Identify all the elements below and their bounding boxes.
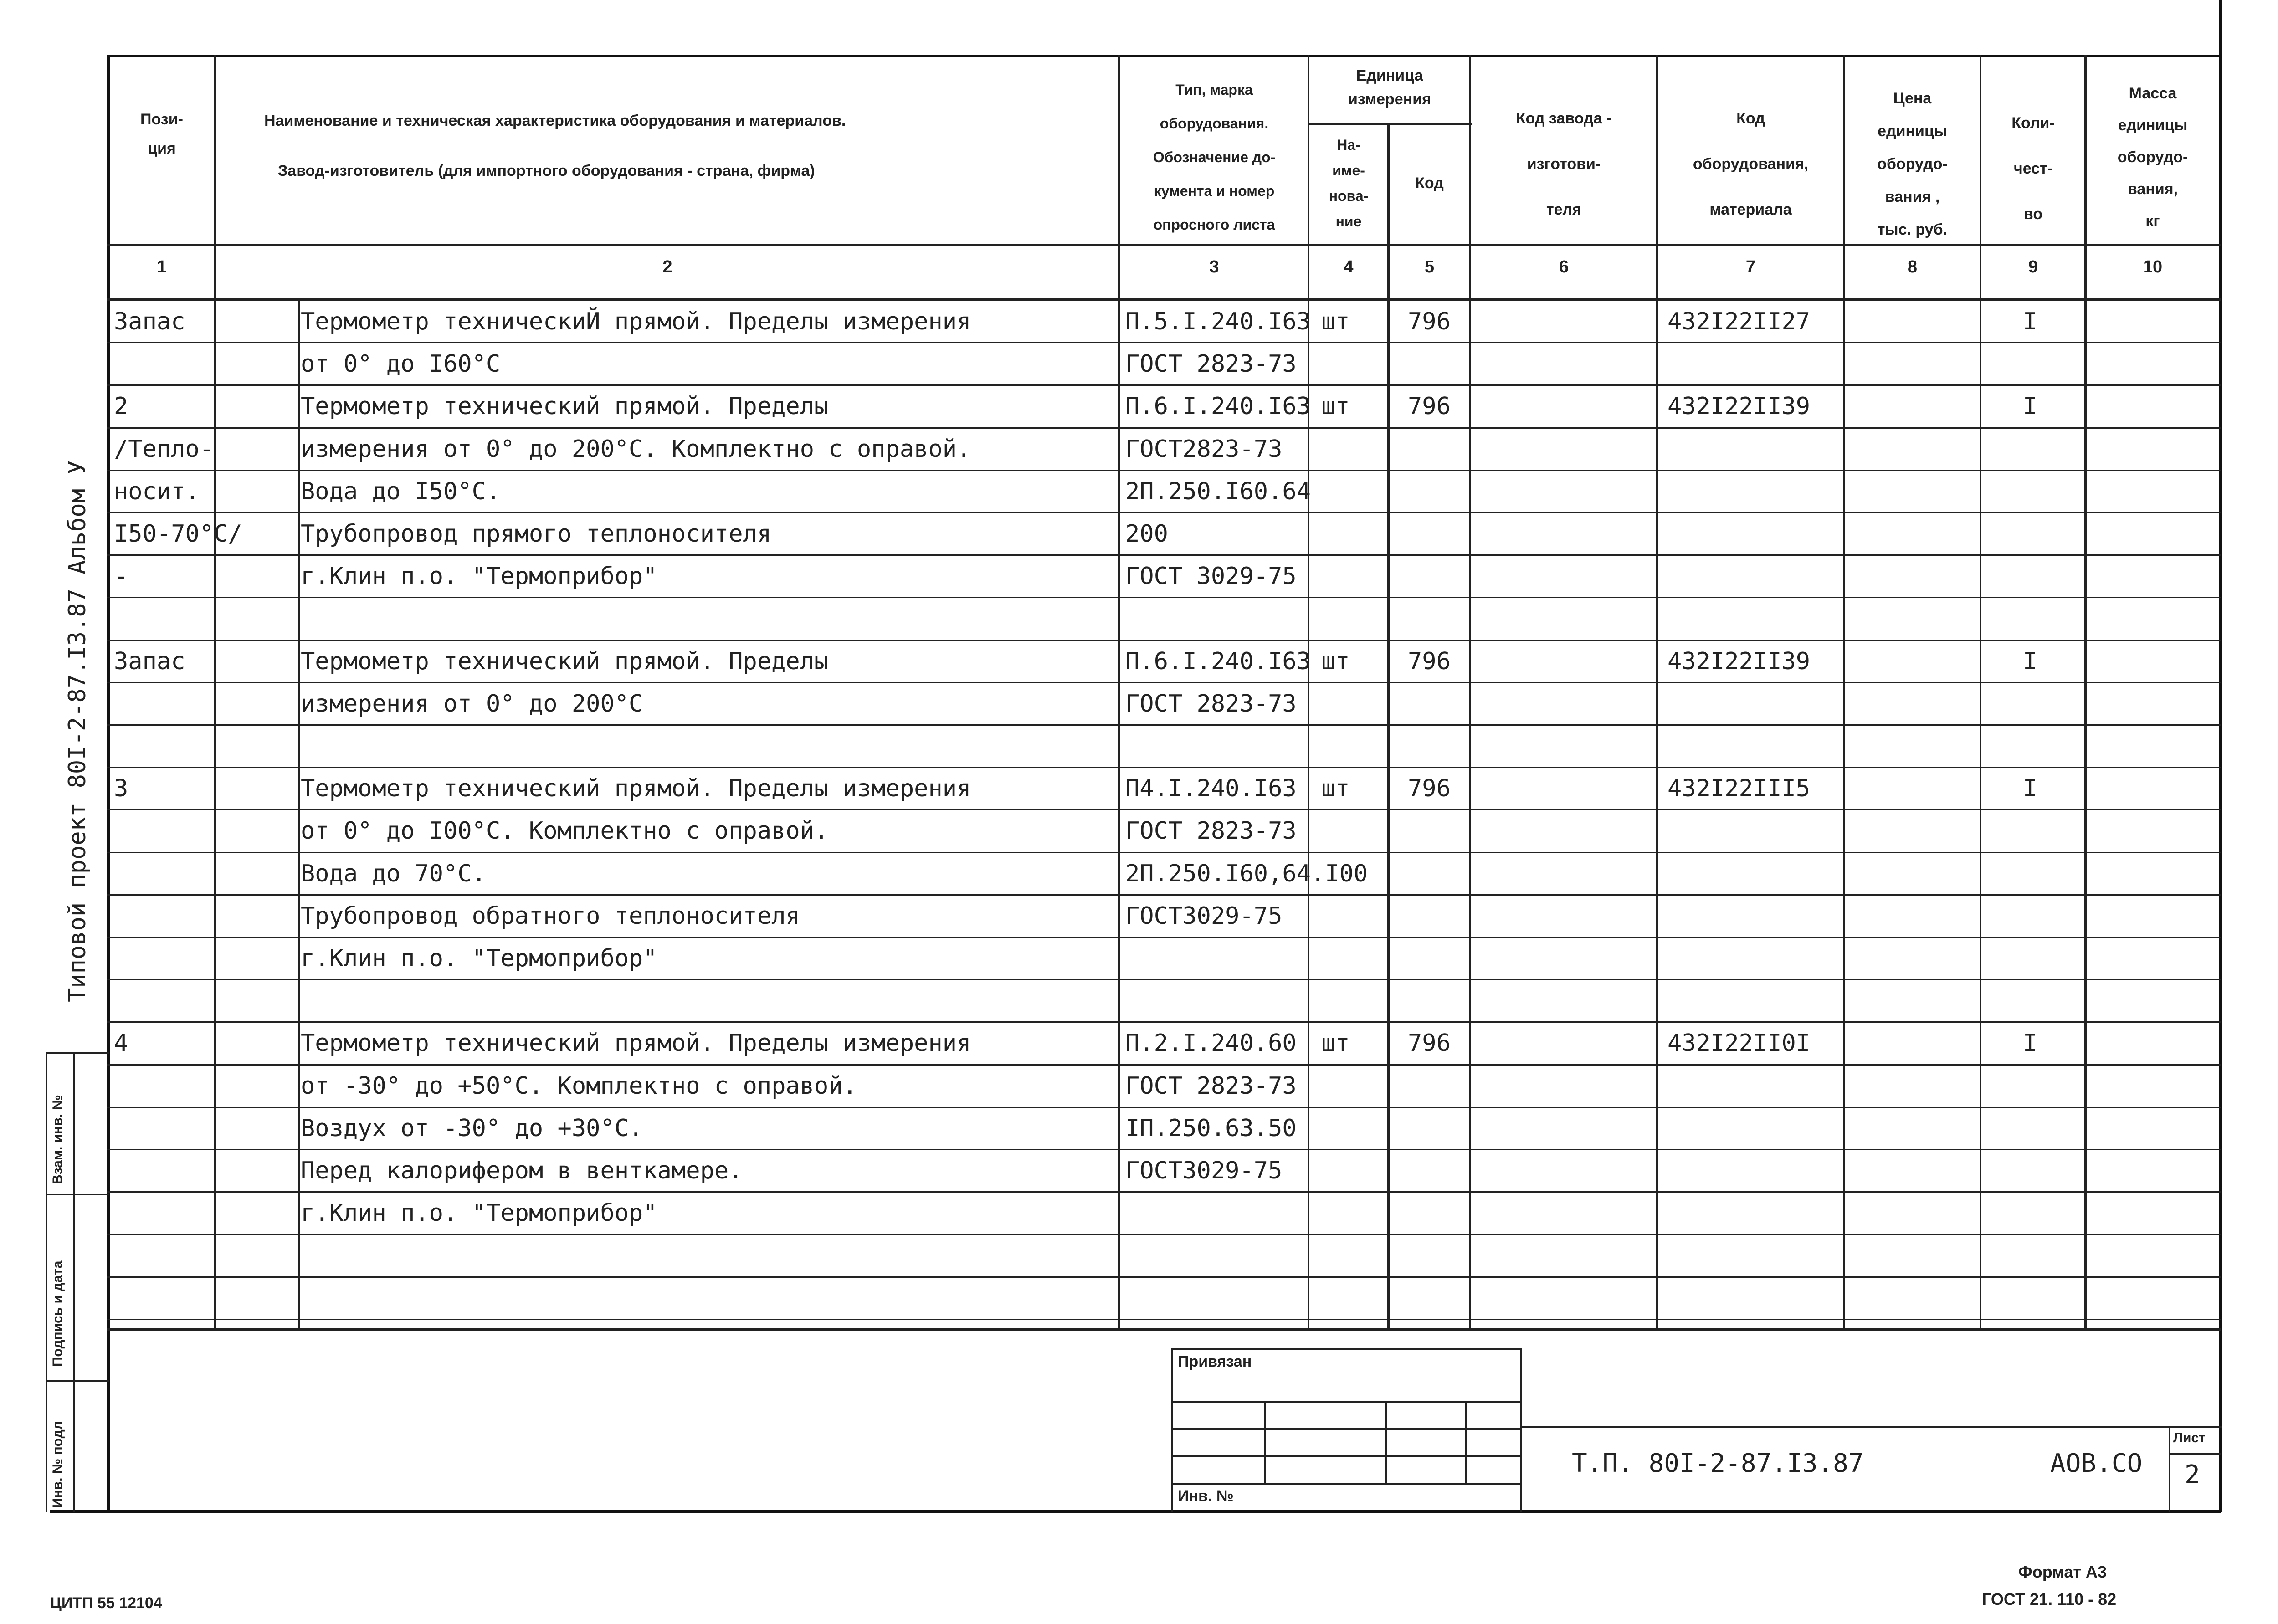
type-cell: 2П.250.I60,64.I00 [1125,860,1368,887]
name-cell: Воздух от -30° до +30°C. [301,1115,643,1142]
equipment-code-cell: 432I22II39 [1667,648,1811,675]
tb-project-code: Т.П. 80I-2-87.I3.87 [1572,1449,1864,1478]
row-divider [107,724,2221,726]
row-divider [107,1107,2221,1108]
type-cell: П.6.I.240.I63 [1125,393,1311,420]
table-body-bottom [107,1328,2221,1331]
type-cell: 200 [1125,520,1168,548]
unit-code-cell: 796 [1408,393,1451,420]
type-cell: П4.I.240.I63 [1125,775,1297,802]
tb-row4 [1171,1483,1522,1485]
type-cell: ГОСТ 2823-73 [1125,690,1297,717]
row-divider [107,512,2221,513]
tb-top [1171,1348,1522,1350]
tb-row1 [1171,1401,1522,1403]
equipment-code-cell: 432I22II27 [1667,308,1811,335]
row-divider [107,470,2221,471]
row-divider [107,342,2221,343]
tb-main-top [1520,1426,2222,1428]
type-cell: П.6.I.240.I63 [1125,648,1311,675]
col-number-7: 7 [1745,257,1756,277]
position-cell: Запас [114,308,185,335]
tb-sheet-label: Лист [2173,1430,2206,1445]
row-divider [107,894,2221,896]
header-col6: Код завода - изготови- теля [1516,110,1612,218]
table-bottom-border [50,1510,2221,1513]
col-number-9: 9 [2028,257,2038,277]
side-label-signature: Подпись и дата [50,1260,65,1367]
position-cell: Запас [114,648,185,675]
type-cell: ГОСТ2823-73 [1125,435,1283,463]
quantity-cell: I [2023,648,2037,675]
tb-col3 [1465,1401,1467,1483]
col-divider-1b [298,298,300,1330]
header-col10: Масса единицы оборудо- вания, кг [2117,85,2188,230]
position-cell: /Тепло- [114,435,214,463]
header-col3: Тип, марка оборудования. Обозначение до- кумента и номер опросного листа [1153,82,1276,233]
side-stamp-sep1 [46,1194,109,1195]
row-divider [107,1064,2221,1066]
name-cell: Термометр технический прямой. Пределы измерения [301,1030,971,1057]
type-cell: IП.250.63.50 [1125,1115,1297,1142]
tb-inv-label: Инв. № [1178,1487,1234,1505]
unit-cell: шт [1321,775,1350,802]
row-divider [107,767,2221,768]
quantity-cell: I [2023,393,2037,420]
col-divider-1 [214,55,216,1330]
equipment-code-cell: 432I22II39 [1667,393,1811,420]
name-cell: Перед калорифером в венткамере. [301,1157,743,1184]
unit-cell: шт [1321,308,1350,335]
type-cell: П.2.I.240.60 [1125,1030,1297,1057]
type-cell: 2П.250.I60.64 [1125,478,1311,505]
row-divider [107,1191,2221,1193]
album-label: Типовой проект 80I-2-87.I3.87 Альбом У [64,460,91,1002]
tb-row2 [1171,1428,1522,1430]
col-number-6: 6 [1559,257,1569,277]
side-stamp-right [73,1052,75,1512]
name-cell: измерения от 0° до 200°C [301,690,643,717]
header-col2: Наименование и техническая характеристика оборудования и материалов. Завод-изготовитель (для импортного оборудования - страна, фирма) [264,112,846,179]
position-cell: 2 [114,393,128,420]
position-cell: 4 [114,1030,128,1057]
row-divider [107,1319,2221,1320]
name-cell: г.Клин п.о. "Термоприбор" [301,945,657,972]
type-cell: ГОСТ 2823-73 [1125,1072,1297,1100]
name-cell: Трубопровод прямого теплоносителя [301,520,772,548]
unit-code-cell: 796 [1408,648,1451,675]
tb-col1 [1264,1401,1266,1483]
header-col9: Коли- чест- во [2011,114,2055,223]
side-label-replaced: Взам. инв. № [50,1095,65,1184]
col-number-5: 5 [1424,257,1435,277]
name-cell: Термометр технический прямой. Пределы измерения [301,775,971,802]
type-cell: ГОСТ 2823-73 [1125,817,1297,845]
type-cell: П.5.I.240.I63 [1125,308,1311,335]
unit-cell: шт [1321,393,1350,420]
position-cell: 3 [114,775,128,802]
row-divider [107,384,2221,386]
tb-sheet-number: 2 [2185,1460,2200,1490]
row-divider [107,1276,2221,1278]
header-col4: На- име- нова- ние [1329,137,1369,230]
col-divider-6 [1656,55,1658,1330]
header-col5: Код [1415,174,1444,192]
row-divider [107,809,2221,810]
position-cell: I50-70°C/ [114,520,242,548]
side-stamp-sep2 [46,1380,109,1382]
col-divider-3 [1308,55,1309,1330]
col-divider-2 [1118,55,1120,1330]
header-unit-group: Единица измерения [1348,67,1431,108]
quantity-cell: I [2023,308,2037,335]
table-right-border [2219,0,2222,1512]
tb-sheet-line [2169,1453,2221,1455]
table-top-border [107,55,2221,57]
name-cell: г.Клин п.о. "Термоприбор" [301,1199,657,1227]
tb-col2 [1385,1401,1387,1483]
name-cell: от 0° до I60°C [301,350,501,378]
footer-stamp: ЦИТП 55 12104 [50,1594,162,1612]
row-divider [107,1149,2221,1150]
name-cell: Термометр техническиЙ прямой. Пределы измерения [301,308,971,335]
col-number-8: 8 [1907,257,1918,277]
position-cell: носит. [114,478,200,505]
col-divider-7 [1843,55,1845,1330]
type-cell: ГОСТ3029-75 [1125,1157,1283,1184]
col-divider-5 [1469,55,1471,1330]
row-divider [107,1021,2221,1023]
type-cell: ГОСТ 2823-73 [1125,350,1297,378]
side-stamp-top [46,1052,109,1054]
row-divider [107,852,2221,853]
row-divider [107,682,2221,683]
equipment-code-cell: 432I22II0I [1667,1030,1811,1057]
unit-cell: шт [1321,648,1350,675]
tb-sheet-divider [2169,1426,2170,1512]
tb-left [1171,1348,1173,1512]
header-col1: Пози- ция [140,111,183,157]
side-stamp-left [46,1052,47,1512]
quantity-cell: I [2023,775,2037,802]
side-label-original: Инв. № подл [50,1421,65,1508]
name-cell: Термометр технический прямой. Пределы [301,393,829,420]
footer-format: Формат А3 [2018,1563,2107,1581]
name-cell: Термометр технический прямой. Пределы [301,648,829,675]
tb-bound-label: Привязан [1178,1353,1252,1370]
header-col7: Код оборудования, материала [1693,110,1809,218]
position-cell: - [114,563,128,590]
row-divider [107,1234,2221,1235]
type-cell: ГОСТ3029-75 [1125,902,1283,930]
numbers-divider [107,298,2221,301]
col-number-1: 1 [157,257,167,277]
unit-code-cell: 796 [1408,1030,1451,1057]
type-cell: ГОСТ 3029-75 [1125,563,1297,590]
col-number-2: 2 [662,257,672,277]
row-divider [107,597,2221,598]
name-cell: от -30° до +50°C. Комплектно с оправой. [301,1072,857,1100]
row-divider [107,937,2221,938]
name-cell: измерения от 0° до 200°C. Комплектно с оправой. [301,435,971,463]
col-divider-8 [1980,55,1981,1330]
quantity-cell: I [2023,1030,2037,1057]
tb-doc-code: АОВ.СО [2050,1449,2143,1478]
row-divider [107,640,2221,641]
footer-gost: ГОСТ 21. 110 - 82 [1982,1590,2117,1609]
unit-code-cell: 796 [1408,308,1451,335]
name-cell: Вода до I50°C. [301,478,501,505]
name-cell: от 0° до I00°C. Комплектно с оправой. [301,817,829,845]
col-number-4: 4 [1344,257,1354,277]
equipment-code-cell: 432I22III5 [1667,775,1811,802]
row-divider [107,554,2221,556]
tb-row3 [1171,1455,1522,1457]
header-col8: Цена единицы оборудо- вания , тыс. руб. [1877,90,1948,238]
col-divider-9 [2084,55,2087,1330]
name-cell: г.Клин п.о. "Термоприбор" [301,563,657,590]
col-number-3: 3 [1209,257,1219,277]
tb-mid [1520,1348,1522,1512]
col-number-10: 10 [2143,257,2163,277]
row-divider [107,979,2221,980]
unit-code-cell: 796 [1408,775,1451,802]
row-divider [107,427,2221,429]
unit-cell: шт [1321,1030,1350,1057]
name-cell: Вода до 70°C. [301,860,486,887]
name-cell: Трубопровод обратного теплоносителя [301,902,800,930]
